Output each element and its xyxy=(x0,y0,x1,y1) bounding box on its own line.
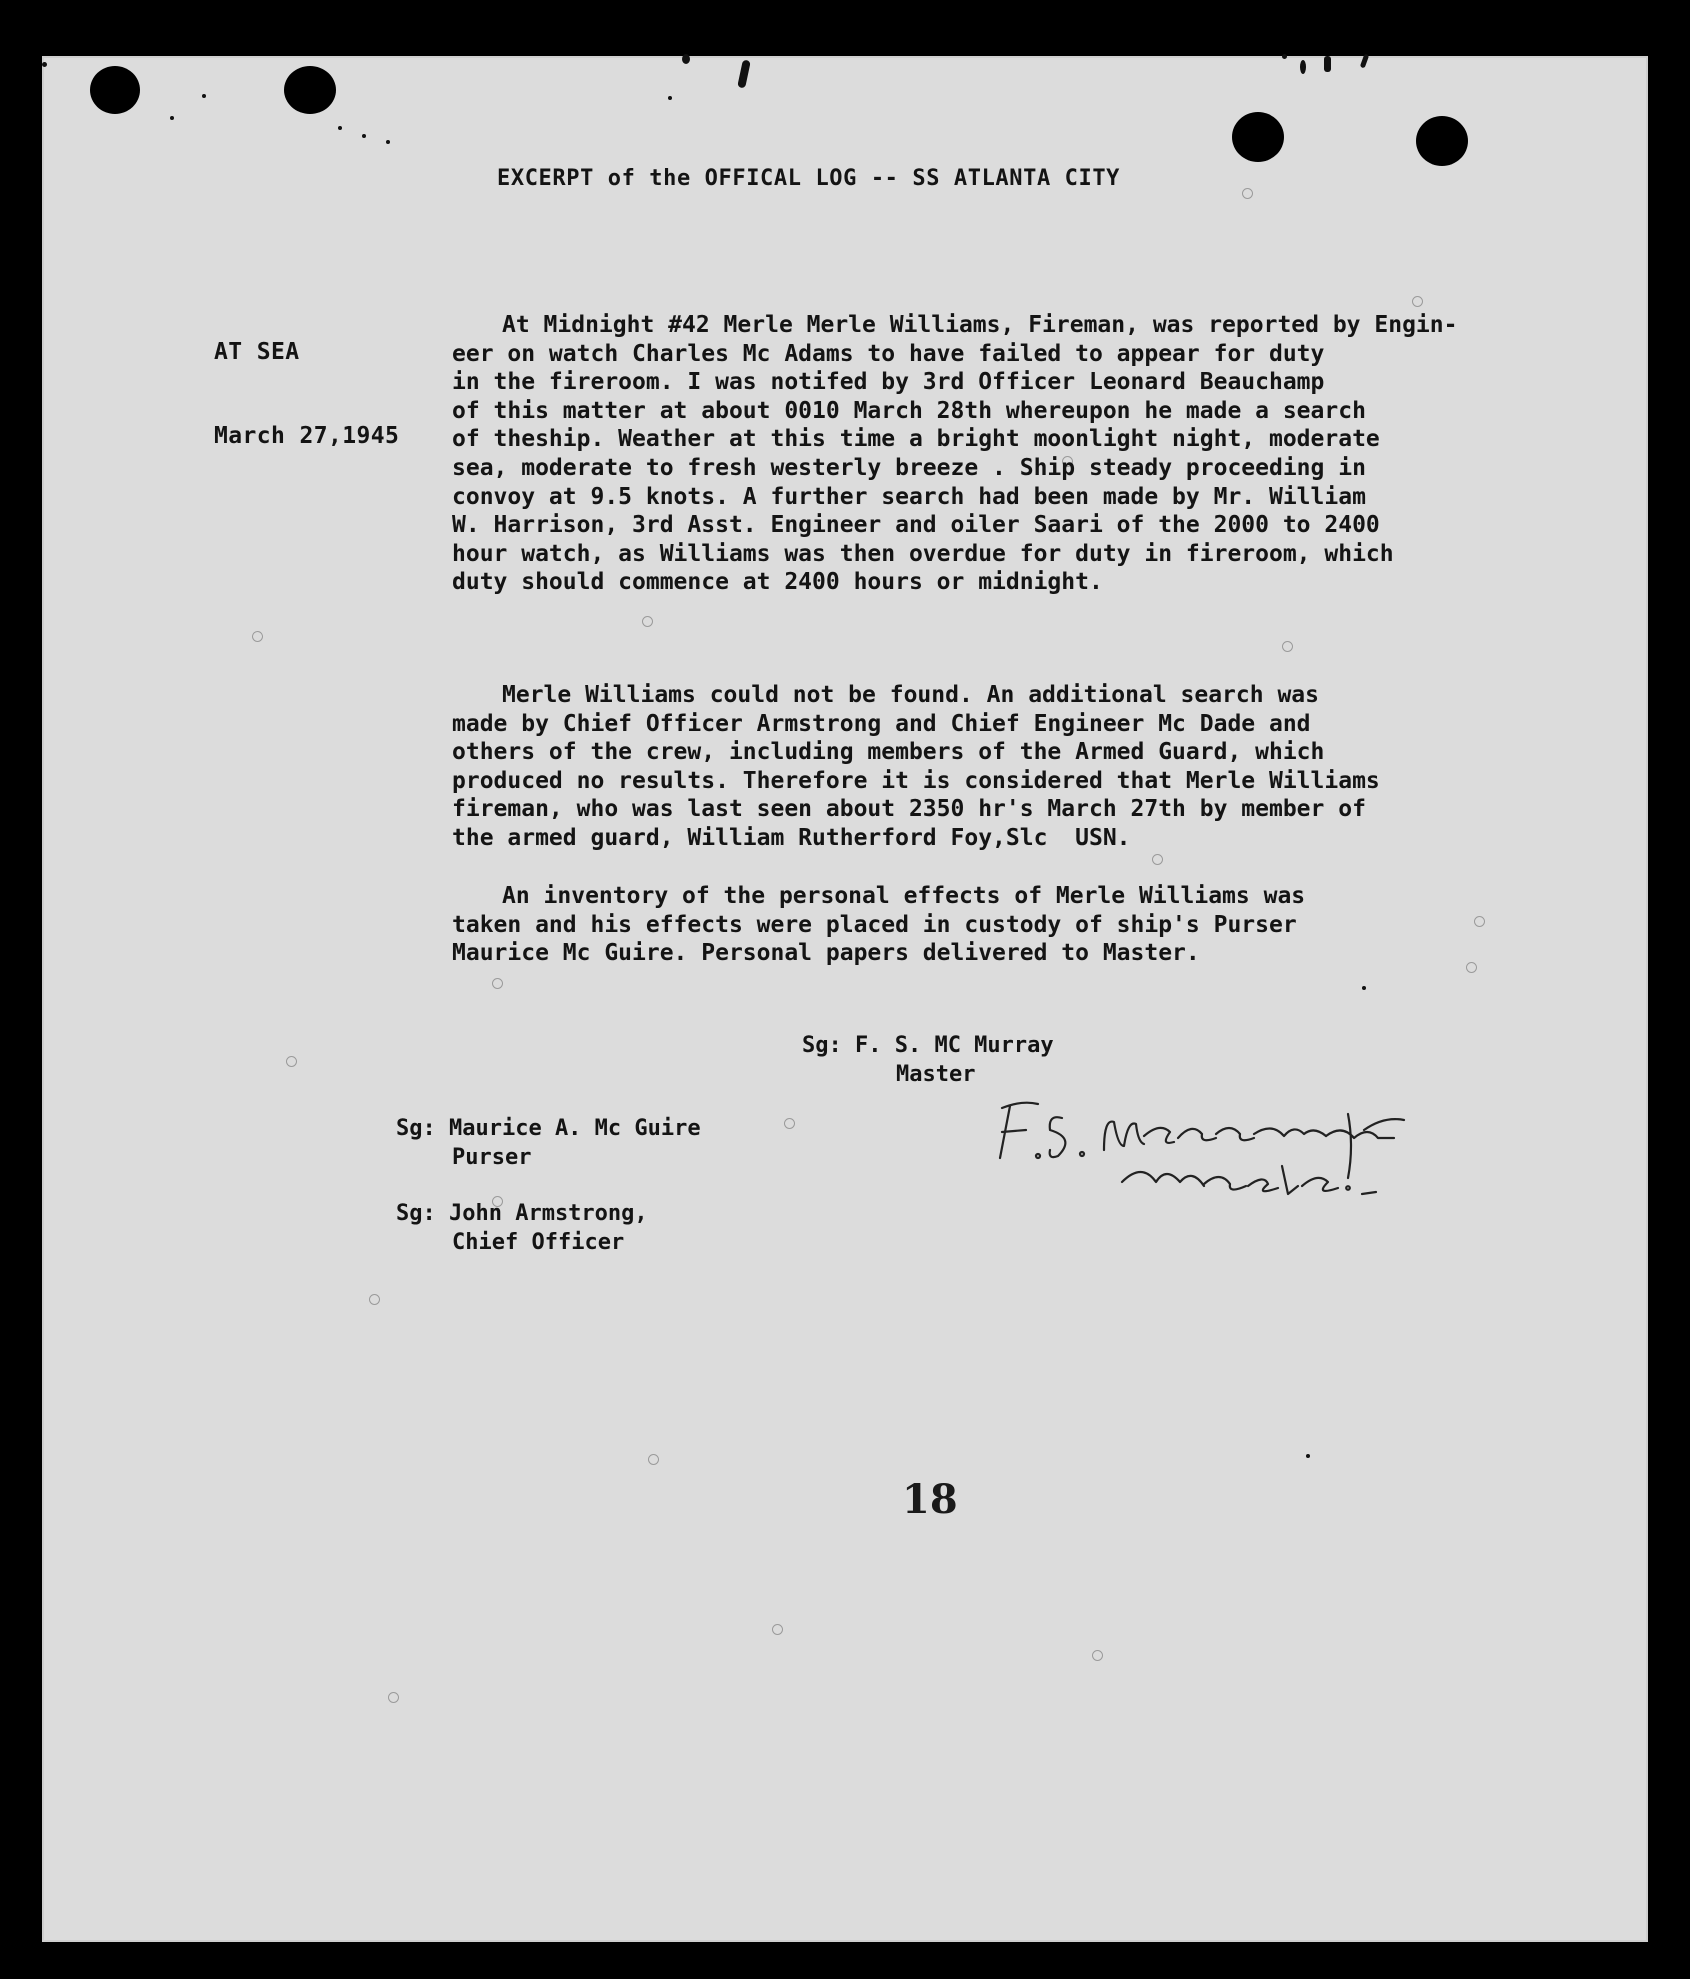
paragraph-line: others of the crew, including members of the Armed Guard, which xyxy=(452,739,1325,766)
master-title: Master xyxy=(896,1062,976,1087)
master-signature-block xyxy=(802,1031,1054,1089)
paper-blemish xyxy=(772,1624,783,1635)
log-heading: EXCERPT of the OFFICAL LOG -- SS ATLANTA CITY xyxy=(497,166,1121,191)
paper-blemish xyxy=(648,1454,659,1465)
paper-blemish xyxy=(1242,188,1253,199)
speck-mark xyxy=(386,140,390,144)
chief-officer-name: Sg: John Armstrong, xyxy=(396,1201,648,1226)
punch-hole-top-left-1 xyxy=(90,66,140,114)
paragraph-line: produced no results. Therefore it is considered that Merle Williams xyxy=(452,767,1380,794)
paper-blemish xyxy=(642,616,653,627)
speck-mark xyxy=(1282,54,1287,59)
purser-signature-block xyxy=(396,1114,701,1172)
paragraph-line: eer on watch Charles Mc Adams to have failed to appear for duty xyxy=(452,340,1325,367)
speck-mark xyxy=(1300,60,1306,74)
purser-name: Sg: Maurice A. Mc Guire xyxy=(396,1116,701,1141)
speck-mark xyxy=(42,62,47,67)
paragraph-line: taken and his effects were placed in custody of ship's Purser xyxy=(452,911,1297,938)
location-label: AT SEA xyxy=(214,339,300,365)
speck-mark xyxy=(1360,54,1369,69)
paper-blemish xyxy=(1412,296,1423,307)
handwritten-signature xyxy=(992,1086,1512,1216)
paragraph-line: made by Chief Officer Armstrong and Chief Engineer Mc Dade and xyxy=(452,710,1311,737)
paragraph-line: of this matter at about 0010 March 28th whereupon he made a search xyxy=(452,397,1366,424)
paper-blemish xyxy=(784,1118,795,1129)
paragraph-line: An inventory of the personal effects of Merle Williams was xyxy=(502,883,1306,909)
entry-location-date xyxy=(214,282,399,506)
paragraph-line: convoy at 9.5 knots. A further search had been made by Mr. William xyxy=(452,483,1366,510)
paragraph-line: duty should commence at 2400 hours or midnight. xyxy=(452,569,1103,596)
document-page xyxy=(42,56,1648,1942)
paragraph-line: Maurice Mc Guire. Personal papers delivered to Master. xyxy=(452,940,1200,967)
speck-mark xyxy=(682,54,690,64)
paragraph-line: sea, moderate to fresh westerly breeze . Ship steady proceeding in xyxy=(452,454,1366,481)
speck-mark xyxy=(1362,986,1366,990)
log-paragraph-1 xyxy=(452,311,1652,597)
paragraph-line: fireman, who was last seen about 2350 hr's March 27th by member of xyxy=(452,796,1366,823)
paragraph-line: At Midnight #42 Merle Merle Williams, Fireman, was reported by Engin- xyxy=(502,312,1458,338)
paper-blemish xyxy=(1092,1650,1103,1661)
page-number: 18 xyxy=(902,1476,958,1523)
speck-mark xyxy=(1306,1454,1310,1458)
log-paragraph-3 xyxy=(452,882,1652,968)
paper-blemish xyxy=(369,1294,380,1305)
speck-mark xyxy=(338,126,342,130)
date-label: March 27,1945 xyxy=(214,423,400,449)
paper-blemish xyxy=(492,978,503,989)
punch-hole-top-right-1 xyxy=(1232,112,1284,162)
paper-blemish xyxy=(1152,854,1163,865)
paragraph-line: in the fireroom. I was notifed by 3rd Officer Leonard Beauchamp xyxy=(452,369,1325,396)
purser-title: Purser xyxy=(452,1145,532,1170)
paragraph-line: of theship. Weather at this time a bright moonlight night, moderate xyxy=(452,426,1380,453)
chief-officer-title: Chief Officer xyxy=(452,1230,625,1255)
paper-blemish xyxy=(1282,641,1293,652)
master-name: Sg: F. S. MC Murray xyxy=(802,1033,1054,1058)
paragraph-line: W. Harrison, 3rd Asst. Engineer and oiler Saari of the 2000 to 2400 xyxy=(452,512,1380,539)
speck-mark xyxy=(737,59,751,88)
paragraph-line: the armed guard, William Rutherford Foy,Slc USN. xyxy=(452,824,1131,851)
paper-blemish xyxy=(252,631,263,642)
paper-blemish xyxy=(286,1056,297,1067)
speck-mark xyxy=(170,116,174,120)
paragraph-line: Merle Williams could not be found. An additional search was xyxy=(502,682,1319,708)
speck-mark xyxy=(1324,56,1331,72)
chief-officer-signature-block xyxy=(396,1199,648,1257)
paragraph-line: hour watch, as Williams was then overdue for duty in fireroom, which xyxy=(452,540,1394,567)
paper-blemish xyxy=(388,1692,399,1703)
punch-hole-top-right-2 xyxy=(1416,116,1468,166)
log-paragraph-2 xyxy=(452,681,1652,853)
speck-mark xyxy=(668,96,672,100)
speck-mark xyxy=(362,134,366,138)
punch-hole-top-left-2 xyxy=(284,66,336,114)
speck-mark xyxy=(202,94,206,98)
